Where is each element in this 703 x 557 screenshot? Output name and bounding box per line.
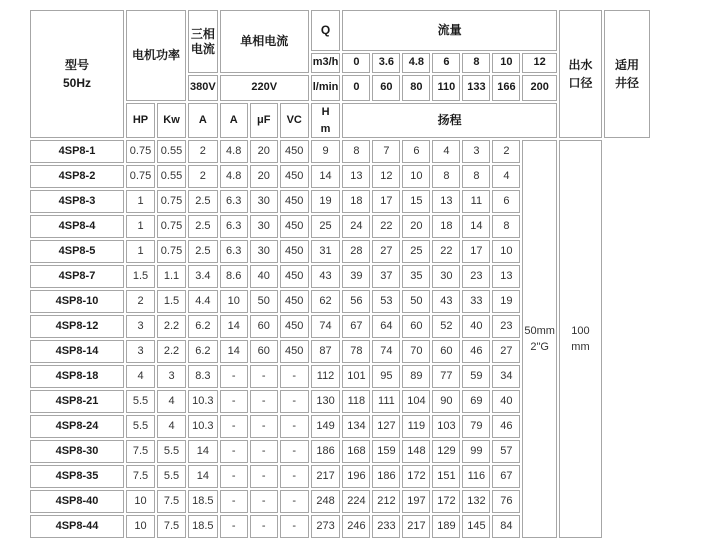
spec-cell-kw: 2.2 <box>157 315 186 338</box>
head-value-cell: 89 <box>402 365 430 388</box>
spec-cell-hp: 0.75 <box>126 165 155 188</box>
table-row <box>30 390 650 413</box>
unit-lmin: l/min <box>311 75 341 101</box>
spec-cell-a220: - <box>220 440 248 463</box>
head-value-cell: 2 <box>492 140 520 163</box>
spec-cell-hp: 10 <box>126 515 155 538</box>
spec-cell-kw: 5.5 <box>157 465 186 488</box>
table-row <box>30 240 650 263</box>
spec-cell-uf: 50 <box>250 290 278 313</box>
head-value-cell: 22 <box>372 215 400 238</box>
head-value-cell: 27 <box>492 340 520 363</box>
spec-cell-a220: 10 <box>220 290 248 313</box>
head-value-cell: 101 <box>342 365 370 388</box>
spec-cell-a220: 14 <box>220 315 248 338</box>
spec-cell-uf: 30 <box>250 240 278 263</box>
spec-cell-uf: 40 <box>250 265 278 288</box>
head-value-cell: 19 <box>311 190 341 213</box>
spec-cell-a220: - <box>220 515 248 538</box>
spec-cell-kw: 1.5 <box>157 290 186 313</box>
head-value-cell: 4 <box>432 140 460 163</box>
pump-spec-table-container <box>28 8 652 540</box>
well-header-line2: 井径 <box>614 76 639 90</box>
spec-cell-vc: - <box>280 440 309 463</box>
head-value-cell: 23 <box>462 265 490 288</box>
voltage-220: 220V <box>220 75 309 101</box>
spec-cell-vc: - <box>280 490 309 513</box>
table-row <box>30 190 650 213</box>
spec-cell-a380: 10.3 <box>188 390 218 413</box>
spec-cell-vc: - <box>280 365 309 388</box>
head-value-cell: 84 <box>492 515 520 538</box>
col-header-kw: Kw <box>157 103 186 138</box>
head-value-cell: 43 <box>432 290 460 313</box>
head-value-cell: 60 <box>432 340 460 363</box>
spec-cell-vc: 450 <box>280 265 309 288</box>
spec-cell-hp: 7.5 <box>126 440 155 463</box>
head-value-cell: 9 <box>311 140 341 163</box>
head-value-cell: 111 <box>372 390 400 413</box>
spec-cell-a380: 2 <box>188 140 218 163</box>
col-header-three-phase <box>188 10 218 73</box>
head-value-cell: 64 <box>372 315 400 338</box>
spec-cell-a220: - <box>220 490 248 513</box>
spec-cell-hp: 2 <box>126 290 155 313</box>
head-value-cell: 46 <box>462 340 490 363</box>
flow-lmin-value: 0 <box>342 75 370 101</box>
head-value-cell: 74 <box>311 315 341 338</box>
outlet-value-cell-line: 2"G <box>530 341 549 353</box>
head-value-cell: 53 <box>372 290 400 313</box>
col-header-hp: HP <box>126 103 155 138</box>
head-value-cell: 197 <box>402 490 430 513</box>
spec-cell-uf: - <box>250 490 278 513</box>
head-value-cell: 39 <box>342 265 370 288</box>
spec-cell-uf: 20 <box>250 165 278 188</box>
flow-m3h-value: 3.6 <box>372 53 400 73</box>
head-value-cell: 3 <box>462 140 490 163</box>
spec-cell-uf: - <box>250 415 278 438</box>
spec-cell-a380: 4.4 <box>188 290 218 313</box>
spec-cell-a220: 6.3 <box>220 190 248 213</box>
head-value-cell: 10 <box>492 240 520 263</box>
spec-cell-hp: 5.5 <box>126 415 155 438</box>
table-row <box>30 515 650 538</box>
model-cell: 4SP8-1 <box>30 140 124 163</box>
flow-m3h-value: 0 <box>342 53 370 73</box>
head-value-cell: 224 <box>342 490 370 513</box>
head-value-cell: 56 <box>342 290 370 313</box>
spec-cell-a220: 14 <box>220 340 248 363</box>
voltage-380: 380V <box>188 75 218 101</box>
head-value-cell: 74 <box>372 340 400 363</box>
three-phase-line2: 电流 <box>190 41 215 56</box>
head-value-cell: 99 <box>462 440 490 463</box>
head-value-cell: 62 <box>311 290 341 313</box>
head-value-cell: 127 <box>372 415 400 438</box>
head-value-cell: 50 <box>402 290 430 313</box>
spec-cell-a380: 2.5 <box>188 240 218 263</box>
spec-cell-a380: 10.3 <box>188 415 218 438</box>
head-value-cell: 69 <box>462 390 490 413</box>
spec-cell-vc: 450 <box>280 165 309 188</box>
head-value-cell: 112 <box>311 365 341 388</box>
spec-cell-vc: - <box>280 515 309 538</box>
spec-cell-a220: 4.8 <box>220 165 248 188</box>
head-value-cell: 25 <box>311 215 341 238</box>
head-unit-line1: H <box>321 106 330 118</box>
head-value-cell: 134 <box>342 415 370 438</box>
head-value-cell: 172 <box>402 465 430 488</box>
spec-cell-a220: 6.3 <box>220 240 248 263</box>
model-cell: 4SP8-44 <box>30 515 124 538</box>
col-header-single-phase: 单相电流 <box>220 10 309 73</box>
col-header-well <box>604 10 650 138</box>
head-value-cell: 212 <box>372 490 400 513</box>
pump-spec-table <box>28 8 652 540</box>
table-row <box>30 365 650 388</box>
spec-cell-a380: 2 <box>188 165 218 188</box>
flow-m3h-value: 4.8 <box>402 53 430 73</box>
head-value-cell: 90 <box>432 390 460 413</box>
head-value-cell: 8 <box>342 140 370 163</box>
spec-cell-uf: 30 <box>250 215 278 238</box>
spec-cell-kw: 0.55 <box>157 140 186 163</box>
col-header-flow: 流量 <box>342 10 557 51</box>
head-value-cell: 118 <box>342 390 370 413</box>
model-cell: 4SP8-3 <box>30 190 124 213</box>
spec-cell-uf: - <box>250 390 278 413</box>
head-value-cell: 35 <box>402 265 430 288</box>
spec-cell-a380: 6.2 <box>188 315 218 338</box>
head-value-cell: 33 <box>462 290 490 313</box>
well-value-cell <box>559 140 602 538</box>
table-row <box>30 140 650 163</box>
head-unit-line2: m <box>320 122 331 135</box>
head-value-cell: 119 <box>402 415 430 438</box>
spec-cell-hp: 3 <box>126 340 155 363</box>
head-value-cell: 217 <box>402 515 430 538</box>
model-cell: 4SP8-14 <box>30 340 124 363</box>
spec-cell-vc: - <box>280 465 309 488</box>
spec-cell-hp: 7.5 <box>126 465 155 488</box>
spec-cell-a220: - <box>220 415 248 438</box>
spec-cell-a220: - <box>220 365 248 388</box>
head-value-cell: 151 <box>432 465 460 488</box>
head-value-cell: 37 <box>372 265 400 288</box>
spec-cell-vc: 450 <box>280 290 309 313</box>
head-unit-cell <box>311 103 341 138</box>
head-value-cell: 60 <box>402 315 430 338</box>
head-value-cell: 196 <box>342 465 370 488</box>
unit-m3h: m3/h <box>311 53 341 73</box>
head-value-cell: 8 <box>492 215 520 238</box>
head-value-cell: 40 <box>492 390 520 413</box>
spec-cell-vc: - <box>280 390 309 413</box>
col-header-head: 扬程 <box>342 103 557 138</box>
model-cell: 4SP8-35 <box>30 465 124 488</box>
head-value-cell: 13 <box>342 165 370 188</box>
model-cell: 4SP8-18 <box>30 365 124 388</box>
spec-cell-kw: 0.55 <box>157 165 186 188</box>
col-header-outlet <box>559 10 602 138</box>
flow-lmin-value: 60 <box>372 75 400 101</box>
col-header-uf: μF <box>250 103 278 138</box>
head-value-cell: 10 <box>402 165 430 188</box>
col-header-vc: VC <box>280 103 309 138</box>
head-value-cell: 77 <box>432 365 460 388</box>
spec-cell-uf: 30 <box>250 190 278 213</box>
flow-lmin-value: 80 <box>402 75 430 101</box>
head-value-cell: 130 <box>311 390 341 413</box>
head-value-cell: 13 <box>432 190 460 213</box>
spec-cell-hp: 3 <box>126 315 155 338</box>
head-value-cell: 132 <box>462 490 490 513</box>
model-header-line2: 50Hz <box>62 76 91 90</box>
head-value-cell: 31 <box>311 240 341 263</box>
spec-cell-uf: 60 <box>250 340 278 363</box>
outlet-value-cell-line: 50mm <box>524 324 555 337</box>
spec-cell-a380: 8.3 <box>188 365 218 388</box>
spec-cell-kw: 4 <box>157 390 186 413</box>
head-value-cell: 103 <box>432 415 460 438</box>
three-phase-line1: 三相 <box>190 26 215 41</box>
model-cell: 4SP8-12 <box>30 315 124 338</box>
spec-cell-kw: 7.5 <box>157 490 186 513</box>
head-value-cell: 186 <box>311 440 341 463</box>
table-row <box>30 165 650 188</box>
head-value-cell: 8 <box>432 165 460 188</box>
head-value-cell: 11 <box>462 190 490 213</box>
table-row <box>30 465 650 488</box>
head-value-cell: 18 <box>342 190 370 213</box>
table-row <box>30 290 650 313</box>
model-cell: 4SP8-5 <box>30 240 124 263</box>
head-value-cell: 7 <box>372 140 400 163</box>
spec-cell-vc: 450 <box>280 190 309 213</box>
head-value-cell: 12 <box>372 165 400 188</box>
head-value-cell: 76 <box>492 490 520 513</box>
flow-lmin-value: 200 <box>522 75 557 101</box>
spec-cell-hp: 5.5 <box>126 390 155 413</box>
head-value-cell: 14 <box>311 165 341 188</box>
head-value-cell: 95 <box>372 365 400 388</box>
head-value-cell: 186 <box>372 465 400 488</box>
model-cell: 4SP8-40 <box>30 490 124 513</box>
flow-m3h-value: 10 <box>492 53 520 73</box>
head-value-cell: 67 <box>342 315 370 338</box>
well-value-cell-line: 100 <box>571 324 590 337</box>
head-value-cell: 149 <box>311 415 341 438</box>
head-value-cell: 129 <box>432 440 460 463</box>
head-value-cell: 17 <box>372 190 400 213</box>
head-value-cell: 116 <box>462 465 490 488</box>
spec-cell-a380: 2.5 <box>188 190 218 213</box>
col-header-amp-three-phase: A <box>188 103 218 138</box>
spec-cell-vc: 450 <box>280 315 309 338</box>
head-value-cell: 18 <box>432 215 460 238</box>
head-value-cell: 28 <box>342 240 370 263</box>
head-value-cell: 20 <box>402 215 430 238</box>
head-value-cell: 78 <box>342 340 370 363</box>
flow-m3h-value: 6 <box>432 53 460 73</box>
spec-cell-uf: - <box>250 440 278 463</box>
col-header-amp-single-phase: A <box>220 103 248 138</box>
head-value-cell: 17 <box>462 240 490 263</box>
head-value-cell: 8 <box>462 165 490 188</box>
well-value-cell-line: mm <box>571 341 590 353</box>
spec-cell-uf: 20 <box>250 140 278 163</box>
outlet-value-cell <box>522 140 557 538</box>
flow-lmin-value: 133 <box>462 75 490 101</box>
spec-cell-a220: 6.3 <box>220 215 248 238</box>
spec-cell-hp: 4 <box>126 365 155 388</box>
head-value-cell: 70 <box>402 340 430 363</box>
spec-cell-hp: 10 <box>126 490 155 513</box>
spec-cell-vc: 450 <box>280 240 309 263</box>
spec-cell-vc: 450 <box>280 140 309 163</box>
spec-cell-uf: - <box>250 465 278 488</box>
spec-cell-a380: 14 <box>188 465 218 488</box>
table-row <box>30 340 650 363</box>
col-header-q: Q <box>311 10 341 51</box>
head-value-cell: 79 <box>462 415 490 438</box>
head-value-cell: 67 <box>492 465 520 488</box>
flow-m3h-value: 12 <box>522 53 557 73</box>
spec-cell-a380: 18.5 <box>188 515 218 538</box>
spec-cell-a380: 3.4 <box>188 265 218 288</box>
head-value-cell: 168 <box>342 440 370 463</box>
spec-cell-a380: 2.5 <box>188 215 218 238</box>
model-cell: 4SP8-4 <box>30 215 124 238</box>
table-row <box>30 440 650 463</box>
head-value-cell: 34 <box>492 365 520 388</box>
flow-m3h-value: 8 <box>462 53 490 73</box>
well-header-line1: 适用 <box>614 58 639 72</box>
spec-cell-kw: 1.1 <box>157 265 186 288</box>
head-value-cell: 273 <box>311 515 341 538</box>
spec-cell-kw: 5.5 <box>157 440 186 463</box>
header-row-1 <box>30 10 650 51</box>
head-value-cell: 14 <box>462 215 490 238</box>
model-cell: 4SP8-30 <box>30 440 124 463</box>
spec-cell-kw: 3 <box>157 365 186 388</box>
spec-cell-hp: 1.5 <box>126 265 155 288</box>
spec-cell-vc: 450 <box>280 215 309 238</box>
head-value-cell: 148 <box>402 440 430 463</box>
head-value-cell: 159 <box>372 440 400 463</box>
table-row <box>30 215 650 238</box>
spec-cell-kw: 2.2 <box>157 340 186 363</box>
head-value-cell: 59 <box>462 365 490 388</box>
model-cell: 4SP8-24 <box>30 415 124 438</box>
spec-cell-a380: 6.2 <box>188 340 218 363</box>
head-value-cell: 145 <box>462 515 490 538</box>
spec-cell-a220: - <box>220 390 248 413</box>
head-value-cell: 6 <box>402 140 430 163</box>
head-value-cell: 23 <box>492 315 520 338</box>
head-value-cell: 6 <box>492 190 520 213</box>
spec-cell-hp: 1 <box>126 215 155 238</box>
spec-cell-uf: - <box>250 515 278 538</box>
model-cell: 4SP8-7 <box>30 265 124 288</box>
spec-cell-kw: 4 <box>157 415 186 438</box>
head-value-cell: 172 <box>432 490 460 513</box>
table-row <box>30 265 650 288</box>
spec-cell-kw: 0.75 <box>157 240 186 263</box>
head-value-cell: 43 <box>311 265 341 288</box>
table-row <box>30 490 650 513</box>
spec-cell-a220: 8.6 <box>220 265 248 288</box>
head-value-cell: 233 <box>372 515 400 538</box>
head-value-cell: 246 <box>342 515 370 538</box>
spec-cell-kw: 7.5 <box>157 515 186 538</box>
head-value-cell: 13 <box>492 265 520 288</box>
head-value-cell: 217 <box>311 465 341 488</box>
spec-cell-vc: - <box>280 415 309 438</box>
spec-cell-a220: 4.8 <box>220 140 248 163</box>
table-row <box>30 315 650 338</box>
head-value-cell: 104 <box>402 390 430 413</box>
model-cell: 4SP8-2 <box>30 165 124 188</box>
spec-cell-vc: 450 <box>280 340 309 363</box>
head-value-cell: 57 <box>492 440 520 463</box>
col-header-motor-power: 电机功率 <box>126 10 186 101</box>
head-value-cell: 4 <box>492 165 520 188</box>
head-value-cell: 87 <box>311 340 341 363</box>
head-value-cell: 40 <box>462 315 490 338</box>
head-value-cell: 52 <box>432 315 460 338</box>
table-row <box>30 415 650 438</box>
model-header-line1: 型号 <box>64 58 89 72</box>
flow-lmin-value: 110 <box>432 75 460 101</box>
outlet-header-line2: 口径 <box>568 76 593 90</box>
head-value-cell: 248 <box>311 490 341 513</box>
head-value-cell: 46 <box>492 415 520 438</box>
spec-cell-hp: 1 <box>126 240 155 263</box>
head-value-cell: 19 <box>492 290 520 313</box>
head-value-cell: 24 <box>342 215 370 238</box>
head-value-cell: 25 <box>402 240 430 263</box>
spec-cell-uf: - <box>250 365 278 388</box>
head-value-cell: 189 <box>432 515 460 538</box>
spec-cell-uf: 60 <box>250 315 278 338</box>
spec-cell-a380: 14 <box>188 440 218 463</box>
head-value-cell: 15 <box>402 190 430 213</box>
model-cell: 4SP8-10 <box>30 290 124 313</box>
head-value-cell: 30 <box>432 265 460 288</box>
spec-cell-kw: 0.75 <box>157 190 186 213</box>
model-cell: 4SP8-21 <box>30 390 124 413</box>
spec-cell-a220: - <box>220 465 248 488</box>
head-value-cell: 22 <box>432 240 460 263</box>
spec-cell-a380: 18.5 <box>188 490 218 513</box>
spec-cell-hp: 0.75 <box>126 140 155 163</box>
col-header-model <box>30 10 124 138</box>
head-value-cell: 27 <box>372 240 400 263</box>
outlet-header-line1: 出水 <box>568 58 593 72</box>
flow-lmin-value: 166 <box>492 75 520 101</box>
spec-cell-kw: 0.75 <box>157 215 186 238</box>
spec-cell-hp: 1 <box>126 190 155 213</box>
